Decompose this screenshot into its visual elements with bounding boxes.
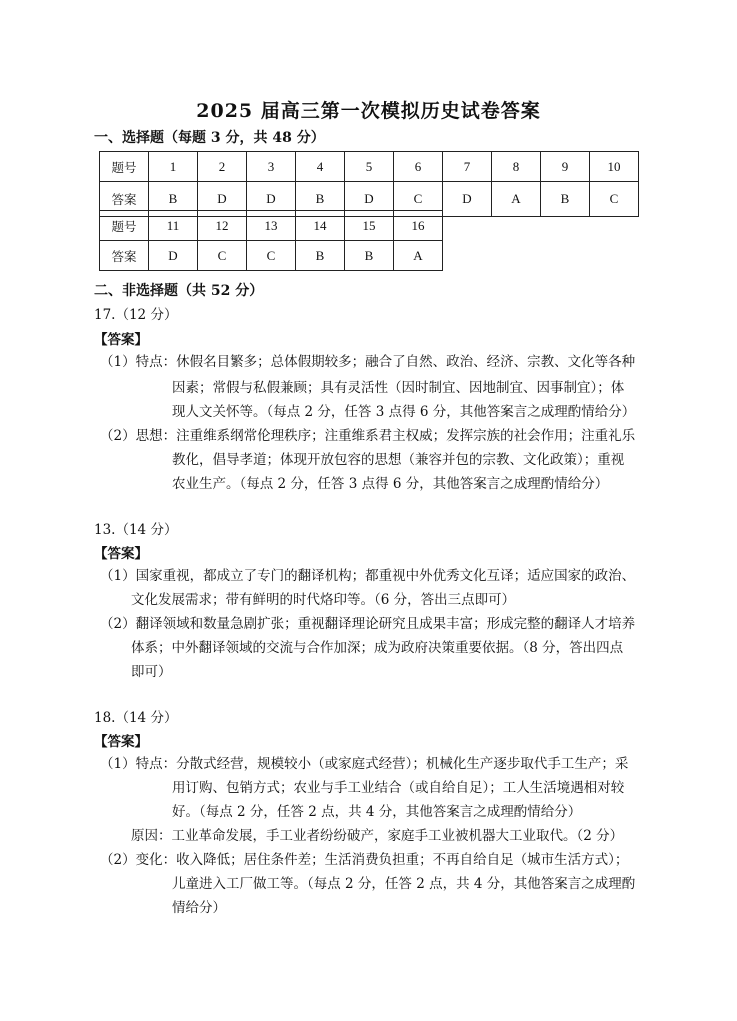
table-row [100,241,443,271]
answer-line: （1）特点：休假名目繁多；总体假期较多；融合了自然、政治、经济、宗教、文化等各种 [100,354,636,370]
answer-label: 答案 [100,182,149,217]
answer-table-row1 [99,151,639,217]
table-cell: 15 [345,211,394,241]
table-cell: C [247,241,296,271]
answer-line: 好。（每点 2 分，任答 2 点，共 4 分，其他答案言之成理酌情给分） [172,804,582,820]
table-cell: B [149,182,198,217]
table-cell: D [443,182,492,217]
table-cell: B [296,241,345,271]
answer-line: 教化，倡导孝道；体现开放包容的思想（兼容并包的宗教、文化政策）；重视 [172,452,625,468]
answer-line: 体系；中外翻译领域的交流与合作加深；成为政府决策重要依据。（8 分，答出四点 [131,640,624,656]
table-cell: 10 [590,152,639,182]
table-cell: 16 [394,211,443,241]
section2-heading: 二、非选择题（共 52 分） [94,283,264,299]
table-cell: D [247,182,296,217]
answer-line: 即可） [131,664,172,680]
answer-line: （2）思想：注重维系纲常伦理秩序；注重维系君主权威；发挥宗族的社会作用；注重礼乐 [100,428,636,444]
answer-line: （1）特点：分散式经营，规模较小（或家庭式经营）；机械化生产逐步取代手工生产；采 [100,756,629,772]
table-cell: D [198,182,247,217]
answer-line: 现人文关怀等。（每点 2 分，任答 3 点得 6 分，其他答案言之成理酌情给分） [172,404,636,420]
table-cell: C [198,241,247,271]
answer-tag: 【答案】 [94,734,148,750]
answer-tag: 【答案】 [94,546,148,562]
table-cell: 3 [247,152,296,182]
header-label: 题号 [100,152,149,182]
table-row [100,152,639,182]
table-cell: 14 [296,211,345,241]
table-cell: 11 [149,211,198,241]
answer-line: 农业生产。（每点 2 分，任答 3 点得 6 分，其他答案言之成理酌情给分） [172,476,609,492]
answer-line: （1）国家重视，都成立了专门的翻译机构；都重视中外优秀文化互译；适应国家的政治、 [100,568,636,584]
table-cell: D [345,182,394,217]
table-cell: 2 [198,152,247,182]
answer-line: 儿童进入工厂做工等。（每点 2 分，任答 2 点，共 4 分，其他答案言之成理酌 [172,876,636,892]
table-row [100,211,443,241]
table-cell: 4 [296,152,345,182]
page-title: 2025 届高三第一次模拟历史试卷答案 [196,100,541,122]
table-cell: A [492,182,541,217]
answer-line: （2）翻译领域和数量急剧扩张；重视翻译理论研究且成果丰富；形成完整的翻译人才培养 [100,616,636,632]
table-cell: C [590,182,639,217]
answer-line: （2）变化：收入降低；居住条件差；生活消费负担重；不再自给自足（城市生活方式）； [100,852,629,868]
answer-line: 文化发展需求；带有鲜明的时代烙印等。（6 分，答出三点即可） [131,592,516,608]
answer-line: 情给分） [172,900,226,916]
table-cell: 9 [541,152,590,182]
section1-heading: 一、选择题（每题 3 分，共 48 分） [94,130,325,146]
table-cell: 7 [443,152,492,182]
answer-table-row2 [99,210,443,271]
table-cell: 5 [345,152,394,182]
question-17-label: 17.（12 分） [94,307,178,323]
answer-tag: 【答案】 [94,332,148,348]
answer-line: 用订购、包销方式；农业与手工业结合（或自给自足）；工人生活境遇相对较 [172,780,625,796]
table-cell: D [149,241,198,271]
answer-line: 因素；常假与私假兼顾；具有灵活性（因时制宜、因地制宜、因事制宜）；体 [172,380,625,396]
table-cell: 13 [247,211,296,241]
table-cell: 12 [198,211,247,241]
table-cell: 6 [394,152,443,182]
table-cell: 1 [149,152,198,182]
header-label: 题号 [100,211,149,241]
question-18-label: 18.（14 分） [94,710,178,726]
table-cell: C [394,182,443,217]
table-cell: A [394,241,443,271]
answer-label: 答案 [100,241,149,271]
table-cell: B [296,182,345,217]
table-cell: 8 [492,152,541,182]
table-cell: B [541,182,590,217]
answer-line: 原因：工业革命发展，手工业者纷纷破产，家庭手工业被机器大工业取代。（2 分） [131,828,624,844]
question-13-label: 13.（14 分） [94,522,178,538]
table-cell: B [345,241,394,271]
